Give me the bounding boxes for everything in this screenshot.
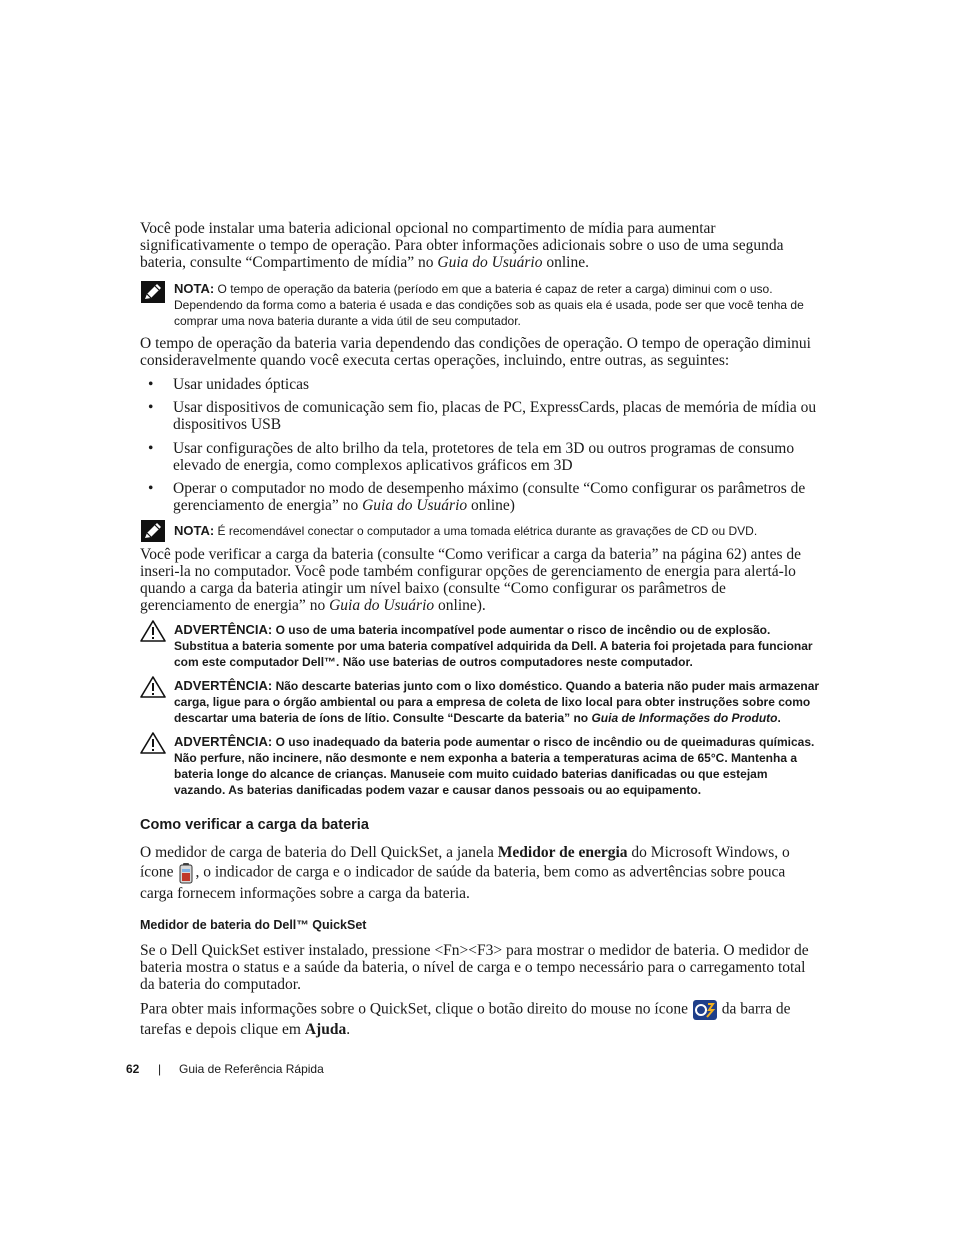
note-1-body: O tempo de operação da bateria (período em que a bateria é capaz de reter a carga) diminui com o uso. Dependendo da forma como a bateria é usada e das condições sob as quais ela é usada, pode ser que você tenha de comprar uma nova bateria durante a vida útil de seu computador.	[174, 282, 804, 328]
note-2	[140, 519, 820, 545]
section-text-2: do Microsoft Windows, o ícone	[140, 844, 790, 881]
warning-2-text	[174, 678, 820, 726]
intro-text-end: online.	[542, 254, 589, 271]
section-text-3: , o indicador de carga e o indicador de saúde da bateria, bem como as advertências sobre pouca carga fornecem informações sobre a carga da bateria.	[140, 863, 786, 902]
note-1-text	[174, 281, 820, 329]
note-pencil-icon	[140, 519, 166, 543]
bullet-symbol: •	[148, 440, 154, 457]
para-3-text: Você pode verificar a carga da bateria (consulte “Como verificar a carga da bateria” na página 62) antes de inseri-la no computador. Você pode também configurar opções de gerenciamento de energia para alertá-lo quando a carga da bateria atingir um nível baixo (consulte “Como configurar os parâmetros de gerenciamento de energia” no	[140, 546, 801, 614]
bullet-text-4	[173, 480, 818, 514]
note-pencil-icon	[140, 280, 166, 304]
warning-2-italic: Guia de Informações do Produto	[591, 711, 778, 725]
paragraph-3	[140, 546, 812, 614]
warning-2	[140, 675, 820, 727]
warning-1	[140, 619, 820, 671]
note-1-label: NOTA:	[174, 281, 215, 296]
warning-triangle-icon	[140, 731, 166, 755]
subsection-text: Para obter mais informações sobre o QuickSet, clique o botão direito do mouse no ícone	[140, 1000, 692, 1018]
subsection-bold: Ajuda	[304, 1021, 347, 1038]
warning-3-body: O uso inadequado da bateria pode aumentar o risco de incêndio ou de queimaduras químicas. Não perfure, não incinere, não desmonte e nem exponha a bateria a temperaturas acima de 65°C. Mantenha a bateria longe do alcance de crianças. Manuseie com muito cuidado baterias danificadas ou que estejam vazando. As baterias danificadas podem vazar e causar danos pessoais ou ao equipamento.	[174, 735, 815, 797]
warning-3-text	[174, 734, 820, 798]
section-heading: Como verificar a carga da bateria	[140, 817, 369, 833]
note-2-label: NOTA:	[174, 523, 215, 538]
subsection-text-2: da barra de tarefas e depois clique em	[140, 1000, 791, 1038]
para-3-italic: Guia do Usuário	[329, 597, 435, 614]
warning-3-label: ADVERTÊNCIA:	[174, 734, 273, 749]
bullet-text-2: Usar dispositivos de comunicação sem fio, placas de PC, ExpressCards, placas de memória de mídia ou dispositivos USB	[173, 399, 817, 433]
bullet-4-italic: Guia do Usuário	[362, 497, 468, 514]
bullet-symbol: •	[148, 399, 154, 416]
subsection-heading: Medidor de bateria do Dell™ QuickSet	[140, 918, 367, 932]
section-bold: Medidor de energia	[497, 844, 628, 861]
intro-text: Você pode instalar uma bateria adicional opcional no compartimento de mídia para aumentar significativamente o tempo de operação. Para obter informações adicionais sobre o uso de uma segunda bateria, consulte “Compartimento de mídia” no	[140, 220, 784, 271]
bullet-text-1: Usar unidades ópticas	[173, 376, 310, 393]
warning-1-label: ADVERTÊNCIA:	[174, 622, 273, 637]
warning-1-text	[174, 622, 820, 670]
quickset-icon	[692, 999, 718, 1021]
bullet-4-text: Operar o computador no modo de desempenho máximo (consulte “Como configurar os parâmetros de gerenciamento de energia” no	[173, 480, 806, 514]
paragraph-2: O tempo de operação da bateria varia dependendo das condições de operação. O tempo de operação diminui consideravelmente quando você executa certas operações, incluindo, entre outras, as seguintes:	[140, 335, 811, 369]
warning-triangle-icon	[140, 675, 166, 699]
warning-2-end: .	[777, 711, 781, 725]
bullet-symbol: •	[148, 480, 154, 497]
note-1	[140, 280, 820, 330]
footer-title: Guia de Referência Rápida	[179, 1062, 324, 1076]
intro-paragraph	[140, 220, 812, 271]
note-2-text	[174, 523, 820, 539]
bullet-4-end: online)	[467, 497, 515, 514]
warning-3	[140, 731, 820, 799]
footer-separator: |	[158, 1062, 162, 1076]
battery-icon	[177, 862, 195, 884]
section-paragraph	[140, 843, 812, 903]
para-3-end: online).	[434, 597, 486, 614]
page-number: 62	[126, 1062, 140, 1076]
warning-2-body: Não descarte baterias junto com o lixo doméstico. Quando a bateria não puder mais armazenar carga, ligue para o órgão ambiental ou para a empresa de coleta de lixo local para obter instruções sobre como descartar uma bateria de íons de lítio. Consulte “Descarte da bateria” no	[174, 679, 820, 725]
subsection-paragraph-1: Se o Dell QuickSet estiver instalado, pressione <Fn><F3> para mostrar o medidor de bateria. O medidor de bateria mostra o status e a saúde da bateria, o nível de carga e o tempo necessário para o carregamento total da bateria do computador.	[140, 942, 809, 993]
warning-1-body: O uso de uma bateria incompatível pode aumentar o risco de incêndio ou de explosão. Substitua a bateria somente por uma bateria compatível adquirida da Dell. A bateria foi projetada para funcionar com este computador Dell™. Não use baterias de outros computadores neste computador.	[174, 623, 813, 669]
warning-triangle-icon	[140, 619, 166, 643]
subsection-paragraph-2	[140, 999, 812, 1039]
bullet-text-3: Usar configurações de alto brilho da tela, protetores de tela em 3D ou outros programas de consumo elevado de energia, como complexos aplicativos gráficos em 3D	[173, 440, 795, 474]
warning-2-label: ADVERTÊNCIA:	[174, 678, 273, 693]
subsection-end: .	[346, 1021, 351, 1038]
bullet-symbol: •	[148, 376, 154, 393]
note-2-body: É recomendável conectar o computador a uma tomada elétrica durante as gravações de CD ou DVD.	[214, 524, 758, 538]
intro-italic: Guia do Usuário	[437, 254, 543, 271]
section-text: O medidor de carga de bateria do Dell QuickSet, a janela	[140, 844, 498, 861]
